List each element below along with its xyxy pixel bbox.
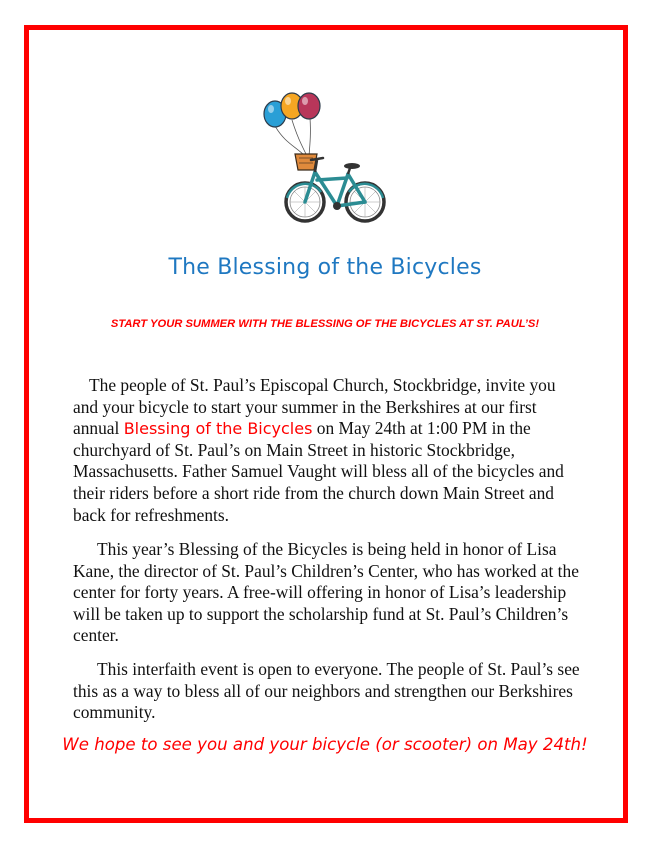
paragraph-honoree bbox=[73, 539, 583, 647]
page-title: The Blessing of the Bicycles bbox=[168, 255, 482, 280]
paragraph-invitation-start: The people of St. Paul’s Episcopal Church, Stockbridge, invite you and your bicycle to start your summer in the Berkshires at our first annual bbox=[73, 375, 556, 439]
paragraph-honoree-text: This year’s Blessing of the Bicycles is being held in honor of Lisa Kane, the director of St. Paul’s Children’s Center, who has worked at the center for forty years. A free-will offering in honor of Lisa’s leadership will be taken up to support the scholarship fund at St. Paul’s Children’s center. bbox=[73, 539, 579, 646]
balloon-magenta bbox=[298, 93, 320, 119]
paragraph-interfaith-text: This interfaith event is open to everyone. The people of St. Paul’s see this as a way to bless all of our neighbors and strengthen our Berkshires community. bbox=[73, 659, 580, 723]
subtitle: START YOUR SUMMER WITH THE BLESSING OF THE BICYCLES AT ST. PAUL’S! bbox=[110, 318, 540, 330]
bicycle-with-balloons-icon bbox=[255, 88, 395, 228]
paragraph-interfaith bbox=[73, 659, 583, 724]
closing-line: We hope to see you and your bicycle (or scooter) on May 24th! bbox=[62, 735, 588, 754]
paragraph-invitation bbox=[73, 375, 583, 526]
event-name-highlight: Blessing of the Bicycles bbox=[123, 419, 313, 439]
paragraph-invitation-end: on May 24th at 1:00 PM in the churchyard of St. Paul’s on Main Street in historic Stockbridge, Massachusetts. Father Samuel Vaught will bless all of the bicycles and their riders before a short ride from the church down Main Street and back for refreshments. bbox=[73, 418, 564, 525]
